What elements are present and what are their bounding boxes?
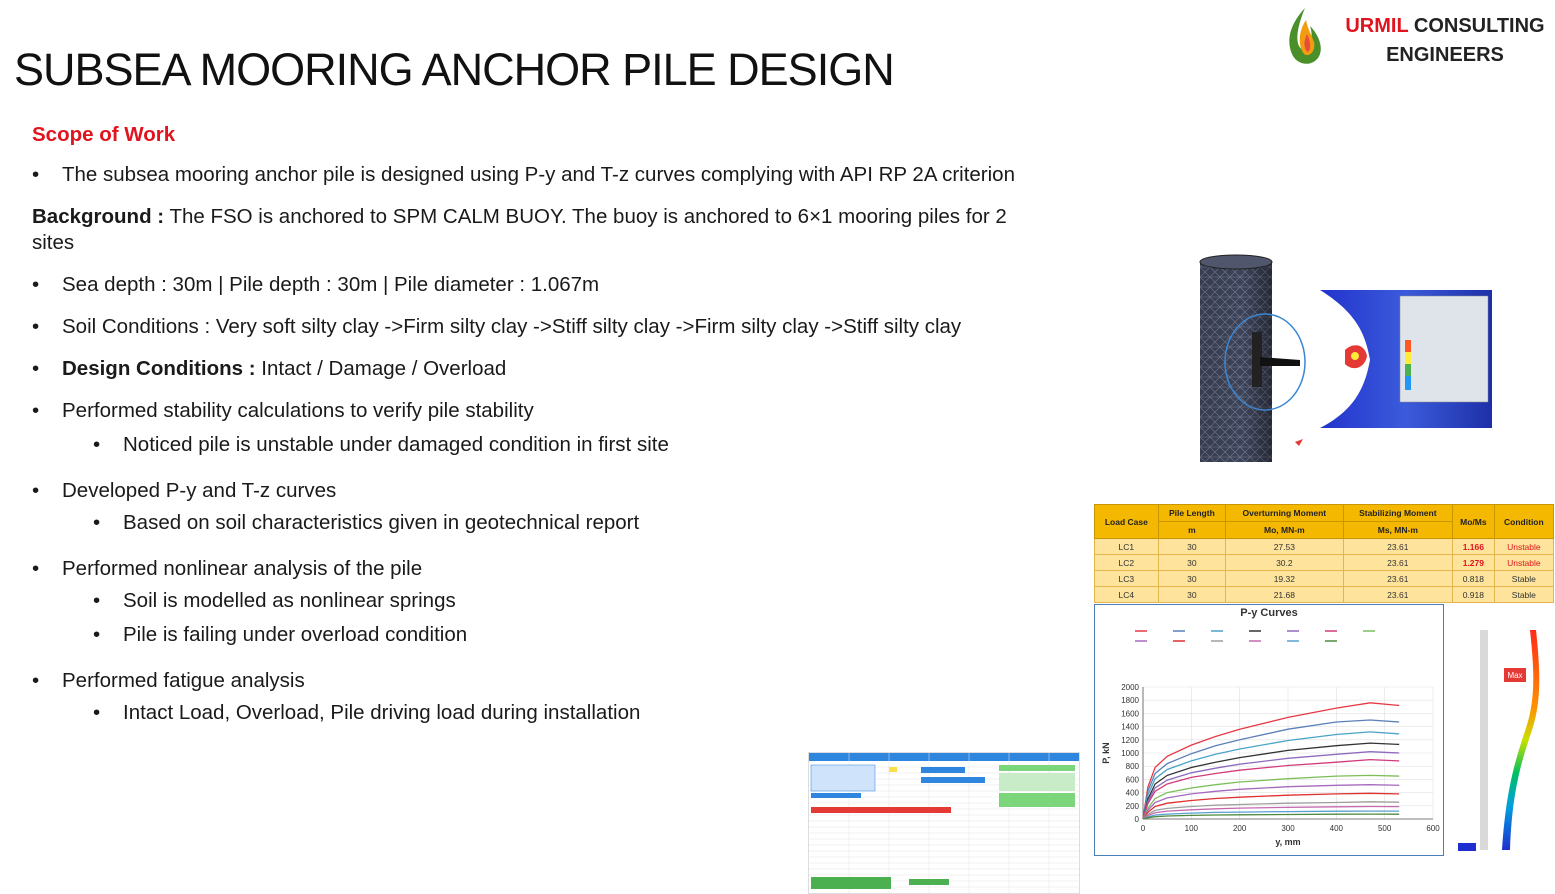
sub-bullet-overload-failure: • Pile is failing under overload condition — [32, 622, 1032, 648]
bullet-sea-depth: • Sea depth : 30m | Pile depth : 30m | Pile diameter : 1.067m — [32, 272, 1032, 298]
bullet-soil-conditions: • Soil Conditions : Very soft silty clay ->Firm silty clay ->Stiff silty clay ->Firm silty clay ->Stiff silty clay — [32, 314, 1032, 340]
sub-bullet-fatigue-loads: • Intact Load, Overload, Pile driving load during installation — [32, 700, 1032, 726]
deformed-pile-image — [1450, 628, 1550, 854]
y-tick-label: 1800 — [1121, 696, 1139, 706]
column-header: Mo/Ms — [1453, 505, 1495, 539]
y-tick-label: 1400 — [1121, 722, 1139, 732]
y-tick-label: 0 — [1134, 815, 1139, 824]
table-row: LC4 30 21.68 23.61 0.918 Stable — [1095, 587, 1554, 603]
calculation-spreadsheet-thumbnail — [808, 752, 1080, 894]
bullet-py-tz-curves: • Developed P-y and T-z curves — [32, 478, 1032, 504]
column-unit: m — [1158, 522, 1225, 539]
column-header: Condition — [1494, 505, 1553, 539]
y-tick-label: 2000 — [1121, 683, 1139, 692]
sub-bullet-stability: • Noticed pile is unstable under damaged condition in first site — [32, 432, 1032, 458]
series-line — [1143, 775, 1399, 819]
bullet-stability: • Performed stability calculations to verify pile stability — [32, 398, 1032, 424]
table-row: LC1 30 27.53 23.61 1.166 Unstable — [1095, 539, 1554, 555]
y-tick-label: 400 — [1125, 788, 1139, 798]
scope-content — [32, 122, 1032, 736]
stability-table — [1094, 504, 1554, 603]
y-tick-label: 1000 — [1121, 749, 1139, 758]
table-row: LC3 30 19.32 23.61 0.818 Stable — [1095, 571, 1554, 587]
bullet-scope: • The subsea mooring anchor pile is designed using P-y and T-z curves complying with API RP 2A criterion — [32, 162, 1032, 188]
flame-logo-icon — [1280, 4, 1330, 70]
x-tick-label: 100 — [1184, 824, 1199, 833]
company-name: URMIL CONSULTING ENGINEERS — [1345, 15, 1545, 66]
spreadsheet-image — [809, 753, 1079, 893]
scope-heading: Scope of Work — [32, 123, 176, 146]
x-tick-label: 400 — [1329, 824, 1344, 833]
pile-mesh-image — [1195, 252, 1500, 467]
deformed-pile-figure — [1450, 628, 1550, 854]
pile-fea-figure — [1195, 252, 1500, 467]
y-tick-label: 800 — [1125, 762, 1139, 772]
column-unit: Mo, MN-m — [1226, 522, 1344, 539]
py-curves-chart — [1094, 604, 1444, 856]
background-paragraph: Background : The FSO is anchored to SPM CALM BUOY. The buoy is anchored to 6×1 mooring piles for 2 sites — [32, 205, 1007, 254]
series-line — [1143, 807, 1399, 820]
x-tick-label: 500 — [1377, 824, 1392, 833]
x-tick-label: 0 — [1140, 824, 1146, 833]
bullet-fatigue: • Performed fatigue analysis — [32, 668, 1032, 694]
column-header: Stabilizing Moment — [1343, 505, 1452, 522]
py-chart-svg — [1095, 605, 1443, 855]
series-line — [1143, 814, 1399, 819]
company-logo — [1280, 4, 1550, 70]
chart-title: P-y Curves — [1240, 607, 1298, 619]
page-title: SUBSEA MOORING ANCHOR PILE DESIGN — [14, 44, 894, 95]
x-tick-label: 300 — [1281, 824, 1295, 833]
sub-bullet-nonlinear-springs: • Soil is modelled as nonlinear springs — [32, 588, 1032, 614]
column-unit: Ms, MN-m — [1343, 522, 1452, 539]
x-tick-label: 200 — [1232, 824, 1247, 833]
column-header: Load Case — [1095, 505, 1159, 539]
y-axis-label: P, kN — [1101, 742, 1111, 764]
bullet-design-conditions: • Design Conditions : Intact / Damage / Overload — [32, 356, 1032, 382]
column-header: Overturning Moment — [1226, 505, 1344, 522]
max-label: Max — [1507, 671, 1523, 680]
y-tick-label: 1200 — [1121, 735, 1139, 745]
table-row: LC2 30 30.2 23.61 1.279 Unstable — [1095, 555, 1554, 571]
y-tick-label: 600 — [1125, 775, 1139, 785]
y-tick-label: 200 — [1125, 801, 1139, 811]
x-tick-label: 600 — [1426, 824, 1440, 833]
y-tick-label: 1600 — [1121, 709, 1139, 719]
column-header: Pile Length — [1158, 505, 1225, 522]
x-axis-label: y, mm — [1275, 837, 1301, 847]
bullet-nonlinear: • Performed nonlinear analysis of the pile — [32, 556, 1032, 582]
sub-bullet-curves: • Based on soil characteristics given in geotechnical report — [32, 510, 1032, 536]
